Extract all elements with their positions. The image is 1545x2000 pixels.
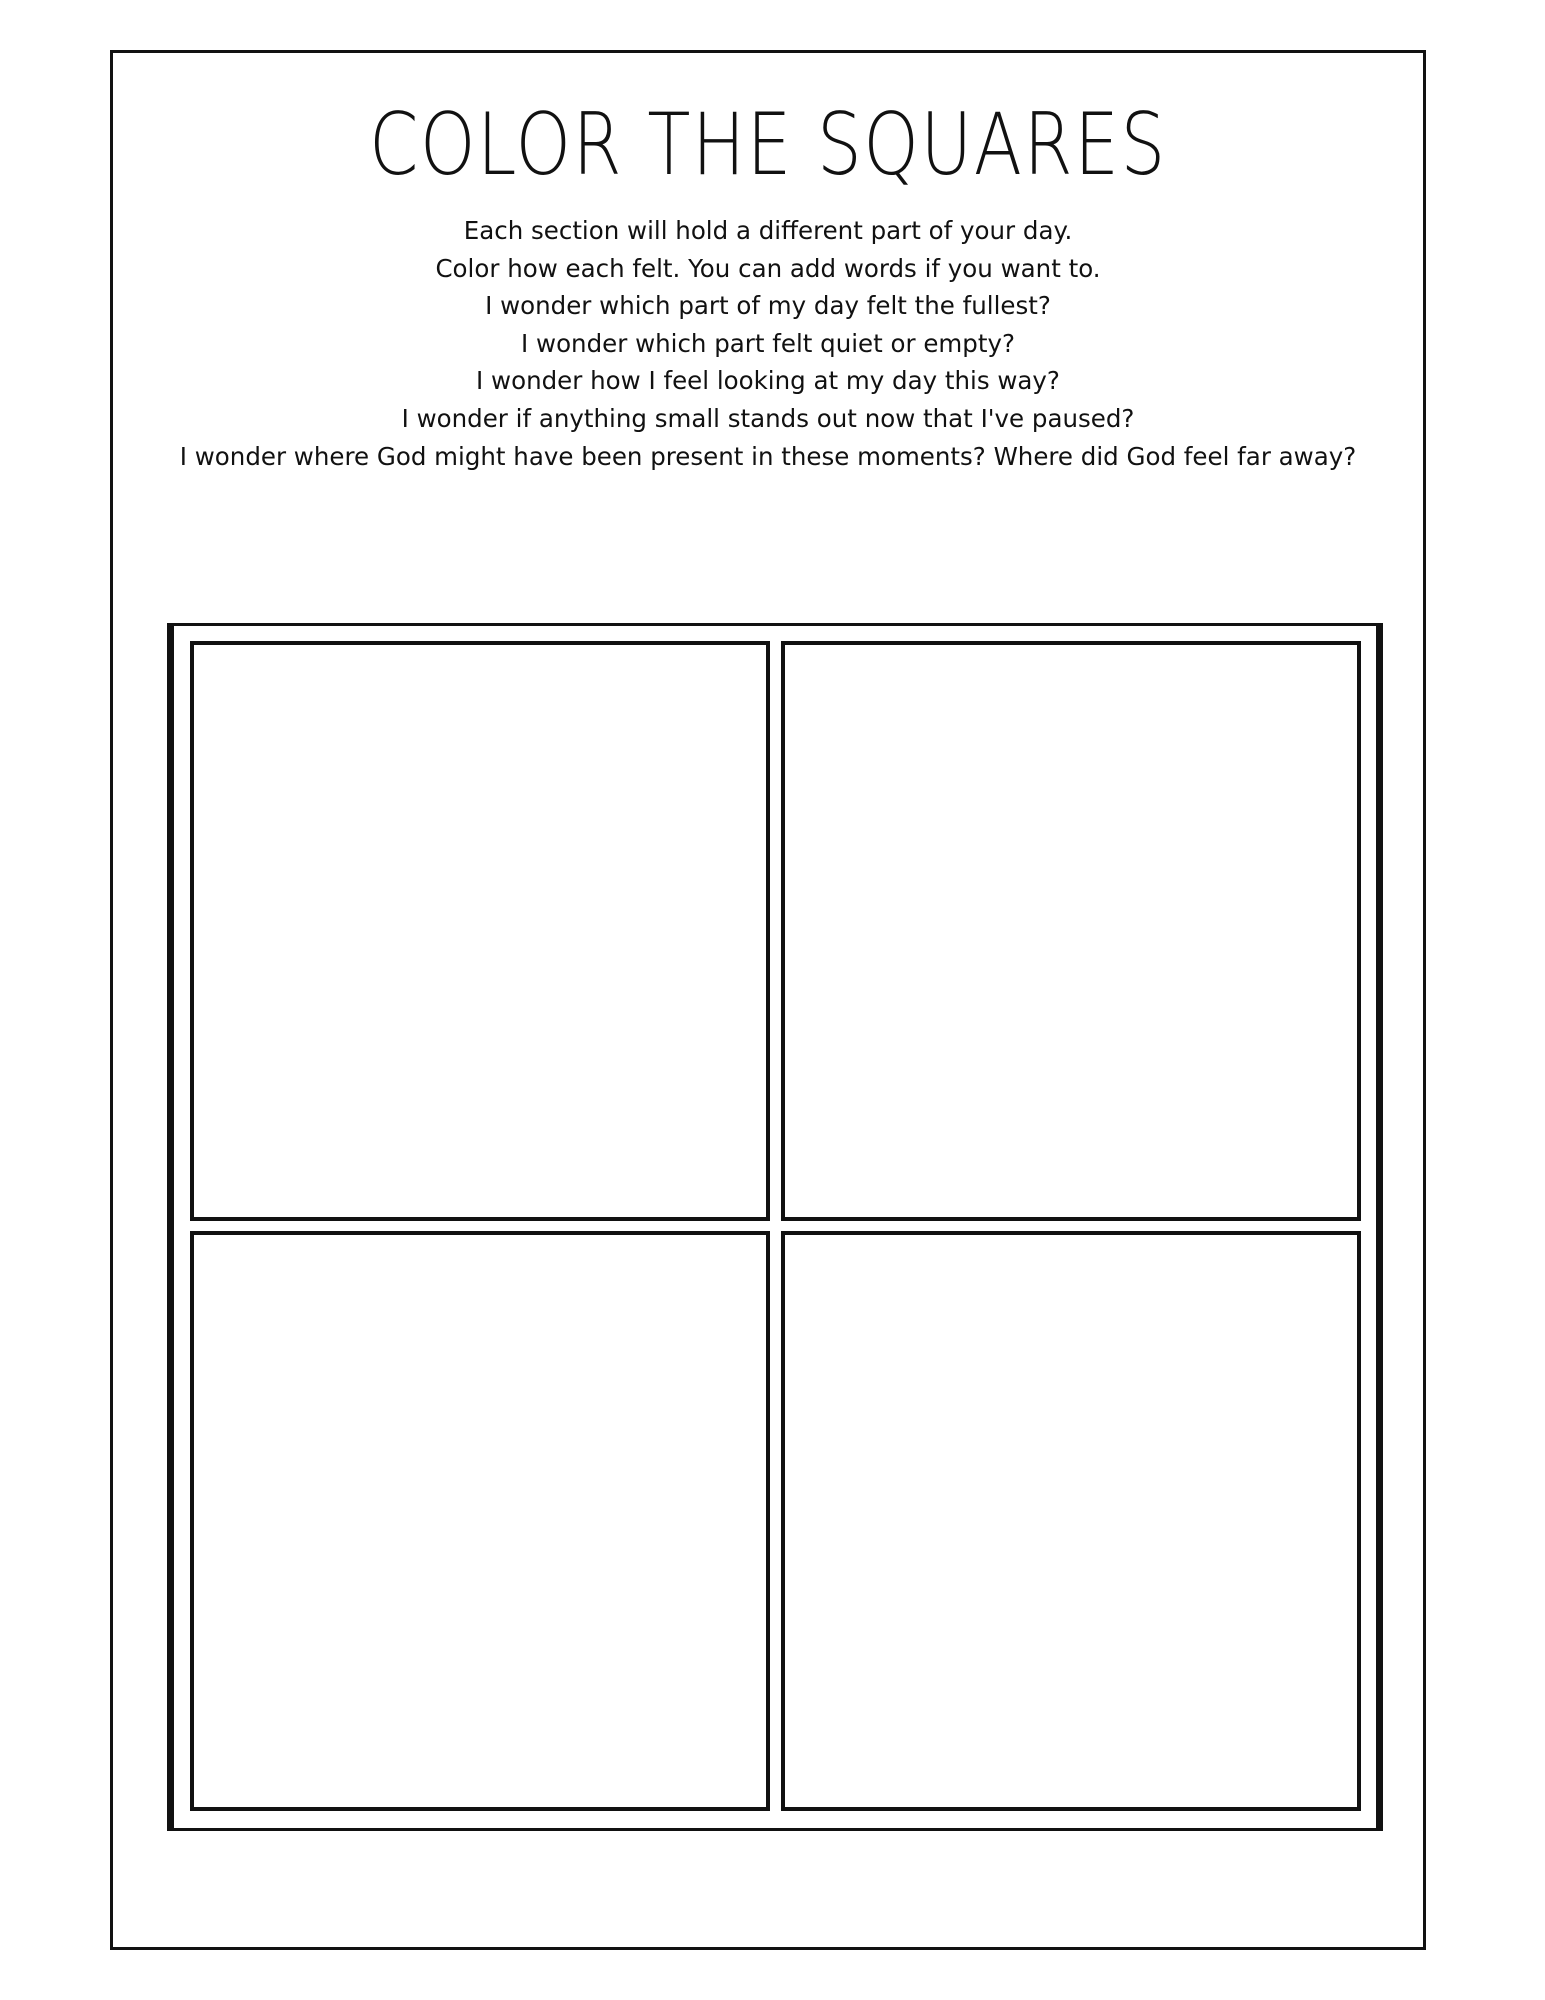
instruction-line: I wonder which part felt quiet or empty?	[521, 328, 1015, 358]
color-square-bottom-right[interactable]	[781, 1231, 1361, 1811]
instruction-line: I wonder how I feel looking at my day this way?	[476, 366, 1060, 396]
color-square-top-left[interactable]	[190, 641, 770, 1221]
instruction-line: I wonder which part of my day felt the fullest?	[485, 291, 1051, 321]
instruction-line: I wonder if anything small stands out now that I've paused?	[401, 403, 1135, 433]
instruction-line: I wonder where God might have been present in these moments? Where did God feel far away?	[179, 441, 1357, 471]
color-square-top-right[interactable]	[781, 641, 1361, 1221]
instruction-line: Each section will hold a different part of your day.	[463, 216, 1073, 245]
instructions-list	[110, 212, 1426, 475]
color-square-bottom-left[interactable]	[190, 1231, 770, 1811]
instruction-line: Color how each felt. You can add words if you want to.	[435, 253, 1101, 283]
worksheet-title: COLOR THE SQUARES	[369, 95, 1167, 195]
